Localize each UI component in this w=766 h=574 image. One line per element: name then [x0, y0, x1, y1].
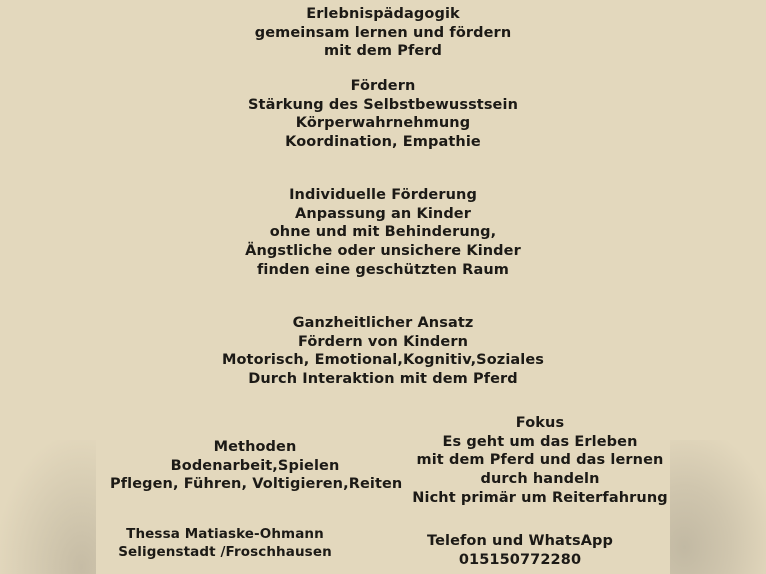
individuelle-foerderung-line: finden eine geschützten Raum [257, 261, 509, 278]
fokus-line: Es geht um das Erleben [442, 433, 638, 450]
title-block [0, 5, 766, 61]
foerdern-line: Stärkung des Selbstbewusstsein [248, 96, 518, 113]
methoden-line: Bodenarbeit,Spielen [170, 457, 340, 474]
ganzheitlicher-ansatz-heading: Ganzheitlicher Ansatz [292, 315, 474, 331]
fokus-line: durch handeln [480, 471, 600, 488]
ganzheitlicher-ansatz-line: Durch Interaktion mit dem Pferd [248, 371, 518, 388]
individuelle-foerderung-heading: Individuelle Förderung [289, 187, 477, 203]
individuelle-foerderung-block [0, 186, 766, 280]
contact-location: Seligenstadt /Froschhausen [118, 544, 332, 560]
phone-block [405, 532, 635, 569]
methoden-heading: Methoden [213, 439, 297, 455]
foerdern-line: Koordination, Empathie [285, 134, 481, 151]
fokus-block [410, 414, 670, 508]
foerdern-block [0, 77, 766, 152]
ganzheitlicher-ansatz-line: Motorisch, Emotional,Kognitiv,Soziales [221, 352, 545, 369]
individuelle-foerderung-line: ohne und mit Behinderung, [269, 224, 497, 241]
title-subline: gemeinsam lernen und fördern [254, 24, 512, 41]
fokus-line: Nicht primär um Reiterfahrung [412, 489, 668, 506]
title-subline: mit dem Pferd [323, 43, 443, 60]
fokus-line: mit dem Pferd und das lernen [416, 452, 664, 469]
individuelle-foerderung-line: Anpassung an Kinder [295, 205, 471, 222]
backdrop-shadow-left [0, 440, 96, 574]
phone-number: 015150772280 [458, 551, 582, 568]
phone-label: Telefon und WhatsApp [427, 533, 613, 549]
individuelle-foerderung-line: Ängstliche oder unsichere Kinder [245, 243, 521, 260]
methoden-line: Pflegen, Führen, Voltigieren,Reiten [110, 476, 403, 493]
backdrop-shadow-right [670, 440, 766, 574]
foerdern-line: Körperwahrnehmung [295, 115, 471, 132]
ganzheitlicher-ansatz-line: Fördern von Kindern [297, 333, 469, 350]
contact-name: Thessa Matiaske-Ohmann [126, 526, 324, 542]
ganzheitlicher-ansatz-block [0, 314, 766, 389]
title-heading: Erlebnispädagogik [306, 6, 460, 22]
contact-block [110, 525, 340, 561]
foerdern-heading: Fördern [350, 78, 416, 94]
fokus-heading: Fokus [515, 415, 565, 431]
methoden-block [110, 438, 403, 494]
